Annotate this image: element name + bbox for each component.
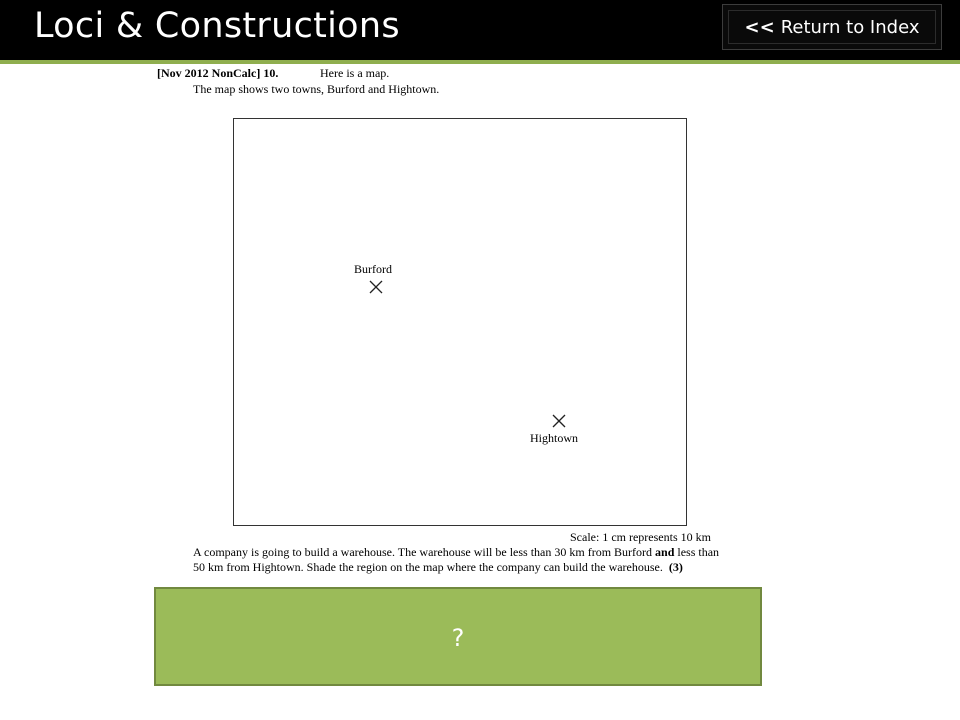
instruction-part-3: 50 km from Hightown. Shade the region on the map where the company can build the warehouse. xyxy=(193,560,663,574)
town-label-hightown: Hightown xyxy=(530,431,578,445)
return-to-index-button[interactable] xyxy=(722,4,942,50)
town-label-burford: Burford xyxy=(354,262,392,276)
page-title: Loci & Constructions xyxy=(34,6,400,46)
answer-placeholder: ? xyxy=(451,623,465,652)
question-lead: Here is a map. xyxy=(320,66,390,80)
question-marks: (3) xyxy=(668,560,683,574)
question-intro: The map shows two towns, Burford and Hightown. xyxy=(193,82,440,96)
instruction-part-2: less than xyxy=(674,545,720,559)
question-header xyxy=(157,66,390,81)
map-frame xyxy=(233,118,687,526)
title-bar xyxy=(0,0,960,60)
question-reference: [Nov 2012 NonCalc] 10. xyxy=(157,66,279,80)
instruction-line-1 xyxy=(193,545,719,560)
instruction-part-1: A company is going to build a warehouse. The warehouse will be less than 30 km from Burford xyxy=(193,545,656,559)
return-button-label: Return to Index xyxy=(780,16,920,38)
title-divider xyxy=(0,60,960,64)
burford-cross-icon xyxy=(369,280,383,294)
hightown-cross-icon xyxy=(552,414,566,428)
back-arrows-icon: << xyxy=(744,16,775,38)
instruction-line-2 xyxy=(193,560,683,575)
instruction-emphasis: and xyxy=(655,545,675,559)
reveal-answer-box[interactable] xyxy=(154,587,762,686)
map-scale: Scale: 1 cm represents 10 km xyxy=(570,530,711,544)
return-button-face[interactable] xyxy=(728,10,936,44)
